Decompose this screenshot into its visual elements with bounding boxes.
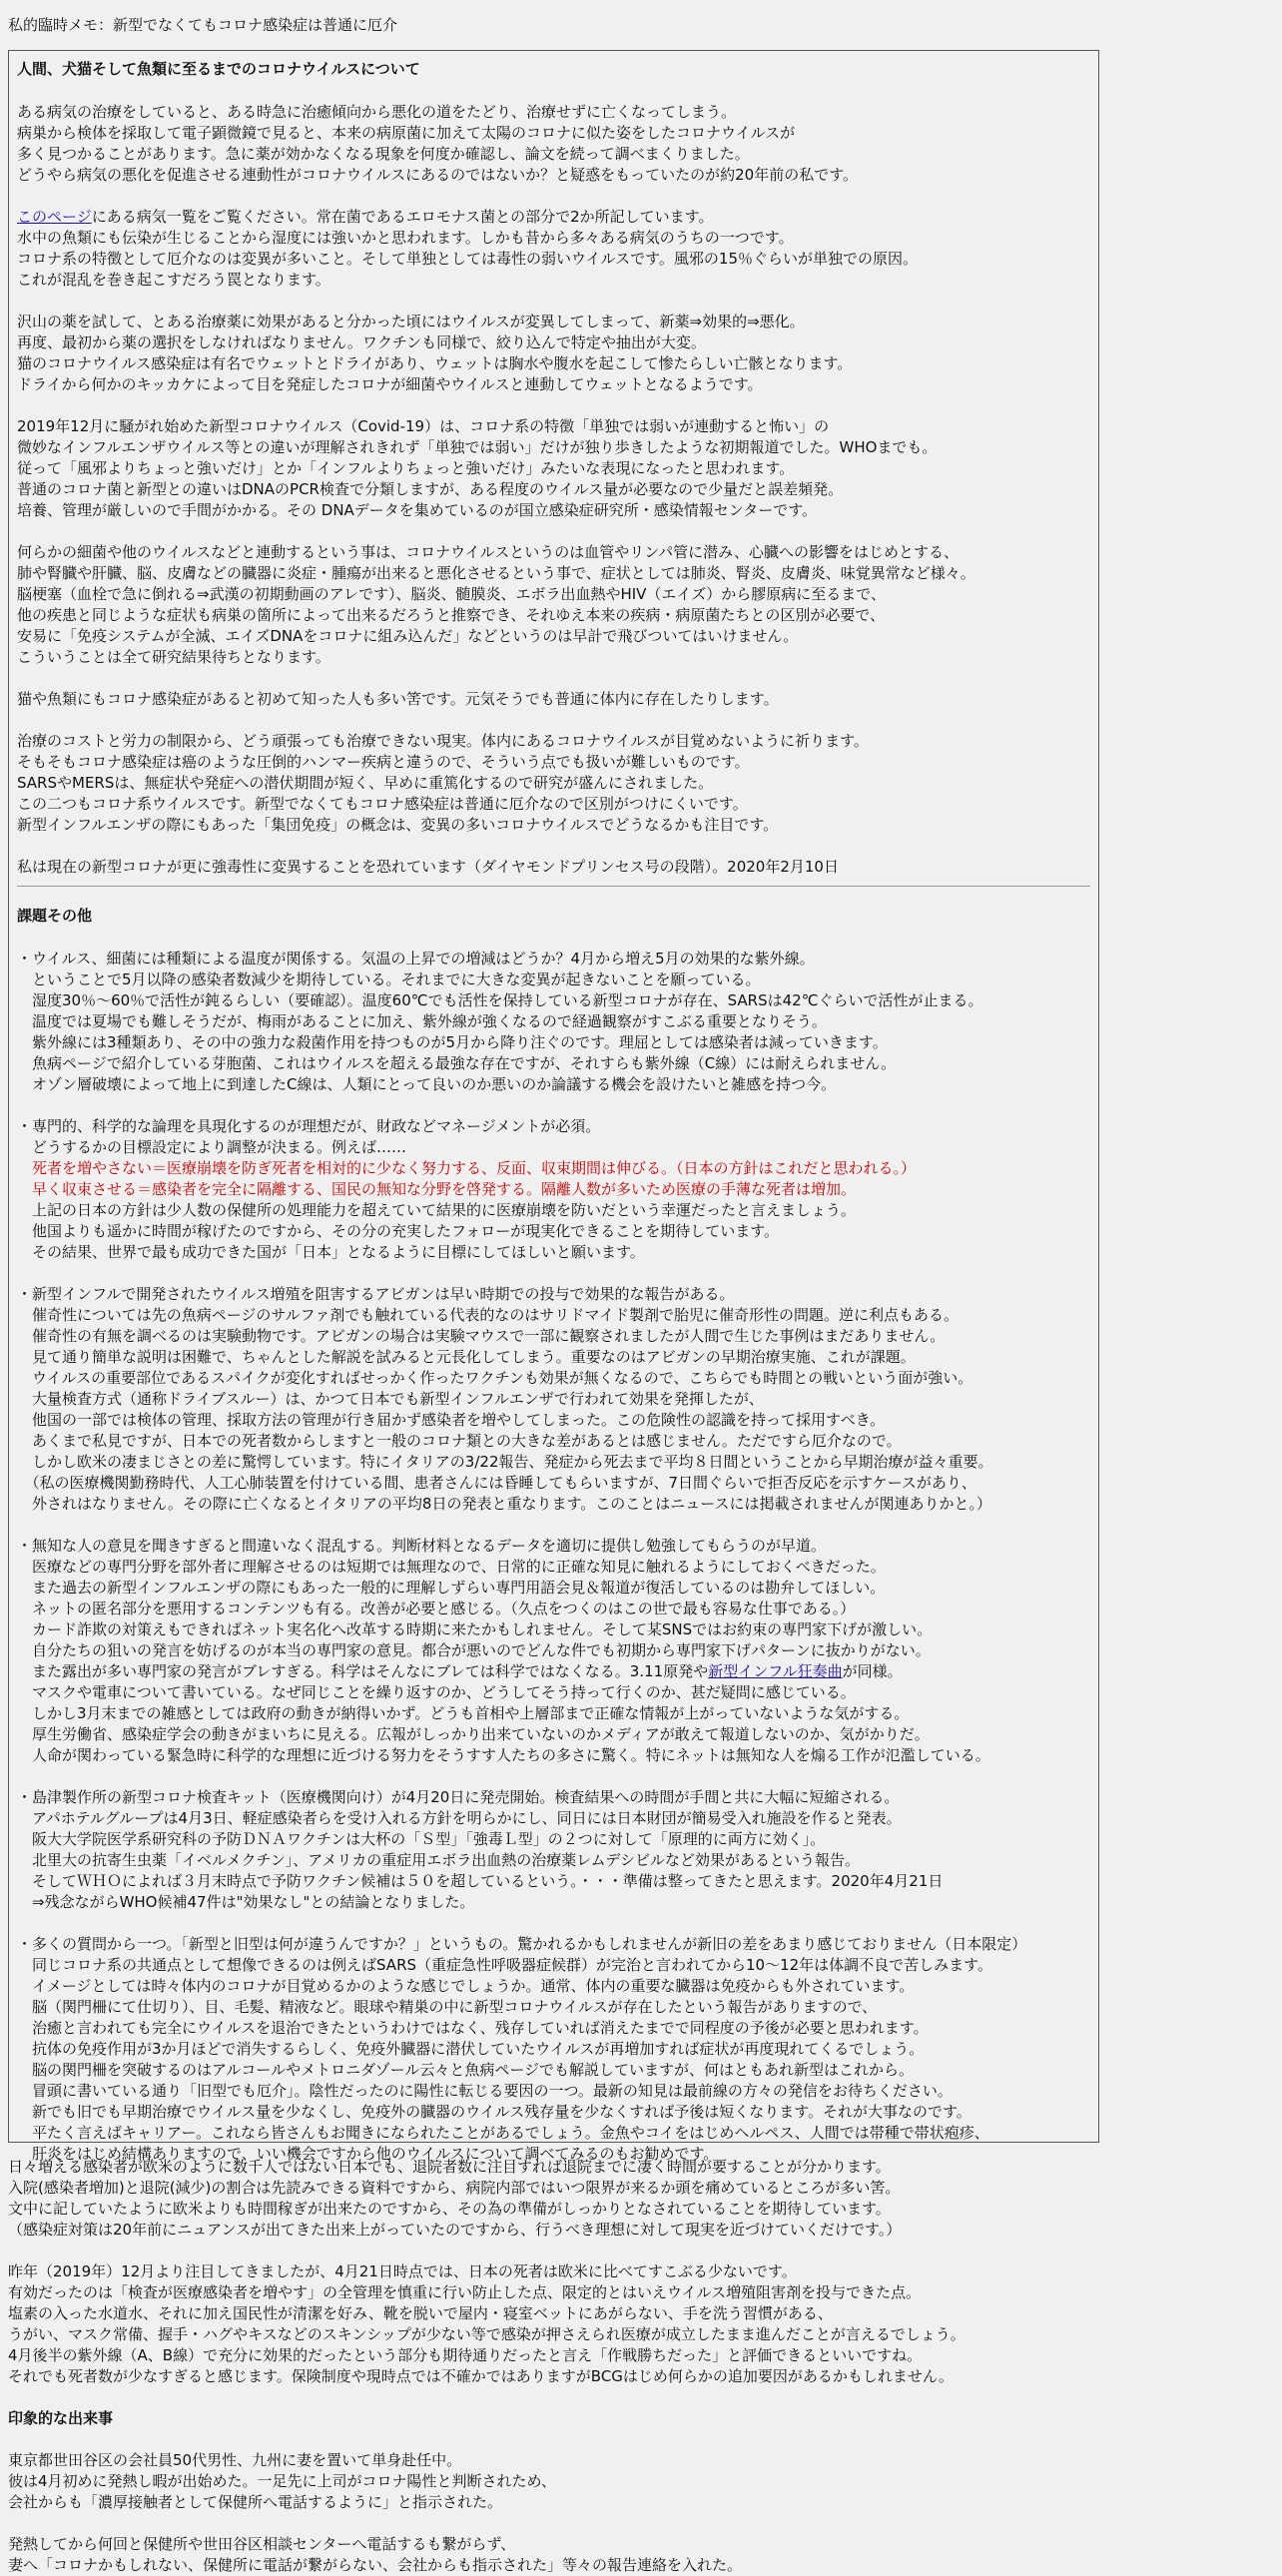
text-fragment: また露出が多い専門家の発言がブレすぎる。科学はそんなにブレては科学ではなくなる。3.11原発や bbox=[17, 1662, 709, 1680]
paragraph-intro bbox=[17, 102, 1090, 186]
text-line: どうするかの目標設定により調整が決まる。例えば…… bbox=[17, 1138, 407, 1156]
text-line: ⇒残念ながらWHO候補47件は"効果なし"との結論となりました。 bbox=[17, 1893, 475, 1911]
text-line: ・無知な人の意見を聞きすぎると間違いなく混乱する。判断材料となるデータを適切に提供し勉強してもらうのが早道。 bbox=[17, 1537, 827, 1555]
paragraph-disease-list bbox=[17, 207, 1090, 291]
text-line: 会社からも「濃厚接触者として保健所へ電話するように」と指示された。 bbox=[8, 2493, 503, 2511]
text-line: 他国の一部では検体の管理、採取方法の管理が行き届かず感染者を増やしてしまった。この危険性の認識を持って採用すべき。 bbox=[17, 1411, 886, 1429]
text-line: 新でも旧でも早期治療でウイルス量を少なくし、免疫外の臓器のウイルス残存量を少なくすれば予後は短くなります。それが大事なのです。 bbox=[17, 2103, 971, 2121]
text-line: 脳（関門柵にて仕切り）、目、毛髪、精液など。眼球や精巣の中に新型コロナウイルスが存在したという報告がありますので、 bbox=[17, 1998, 878, 2016]
text-line: 従って「風邪よりちょっと強いだけ」とか「インフルよりちょっと強いだけ」みたいな表現になったと思われます。 bbox=[17, 459, 795, 477]
text-line: 文中に記していたように欧米よりも時間稼ぎが出来たのですから、その為の準備がしっかりとなされていることを期待しています。 bbox=[8, 2200, 891, 2218]
text-line: 厚生労働省、感染症学会の動きがまいちに見える。広報がしっかり出来ていないのかメディアが敢えて報道しないのか、気がかりだ。 bbox=[17, 1725, 930, 1743]
text-line bbox=[17, 207, 1090, 228]
text-line: 治療のコストと労力の制限から、どう頑張っても治療できない現実。体内にあるコロナウイルスが目覚めないように祈ります。 bbox=[17, 732, 869, 750]
text-line: 阪大大学院医学系研究科の予防ＤＮＡワクチンは大杯の「Ｓ型」「強毒Ｌ型」の２つに対して「原理的に両方に効く」。 bbox=[17, 1830, 826, 1848]
text-line: オゾン層破壊によって地上に到達したC線は、人類にとって良いのか悪いのか論議する機会を設けたいと雑感を持つ今。 bbox=[17, 1075, 837, 1093]
text-line: 有効だったのは「検査が医療感染者を増やす」の全管理を慎重に行い防止した点、限定的とはいえウイルス増殖阻害剤を投与できた点。 bbox=[8, 2283, 922, 2301]
text-line: 治癒と言われても完全にウイルスを退治できたというわけではなく、残存していれば消えたまでで同程度の予後が必要と思われます。 bbox=[17, 2019, 929, 2037]
text-line: 猫や魚類にもコロナ感染症があると初めて知った人も多い筈です。元気そうでも普通に体内に存在したりします。 bbox=[17, 690, 779, 708]
text-line: そしてＷＨＯによれば３月末時点で予防ワクチン候補は５０を超しているという。・・・準備は整ってきたと思えます。2020年4月21日 bbox=[17, 1872, 944, 1890]
text-line: 紫外線には3種類あり、その中の強力な殺菌作用を持つものが5月から降り注ぐのです。理屈としては感染者は減っていきます。 bbox=[17, 1033, 888, 1051]
text-line: ・専門的、科学的な論理を具現化するのが理想だが、財政などマネージメントが必須。 bbox=[17, 1117, 601, 1135]
text-line: 肺や腎臓や肝臓、脳、皮膚などの臓器に炎症・腫瘍が出来ると悪化させるという事で、症状としては肺炎、腎炎、皮膚炎、味覚異常など様々。 bbox=[17, 564, 975, 582]
paragraph-symptoms bbox=[17, 542, 1090, 668]
text-line: 他国よりも遥かに時間が稼げたのですから、その分の充実したフォローが現実化できることを期待しています。 bbox=[17, 1222, 780, 1240]
text-line: 見て通り簡単な説明は困難で、ちゃんとした解説を試みると元長化してしまう。重要なのはアビガンの早期治療実施、これが課題。 bbox=[17, 1348, 916, 1366]
text-line: 彼は4月初めに発熱し暇が出始めた。一足先に上司がコロナ陽性と判断されため、 bbox=[8, 2472, 556, 2490]
text-line: 平たく言えばキャリアー。これなら皆さんもお聞きになられたことがあるでしょう。金魚やコイをはじめヘルペス、人間では帯種で帯状疱疹、 bbox=[17, 2124, 989, 2142]
text-line: 冒頭に書いている通り「旧型でも厄介」。陰性だったのに陽性に転じる要因の一つ。最新の知見は最前線の方々の発信をお待ちください。 bbox=[17, 2082, 953, 2100]
text-line: ・新型インフルで開発されたウイルス増殖を阻害するアビガンは早い時期での投与で効果的な報告がある。 bbox=[17, 1285, 735, 1303]
text-line: 湿度30％～60％で活性が鈍るらしい（要確認）。温度60℃でも活性を保持している新型コロナが存在、SARSは42℃ぐらいで活性が止まる。 bbox=[17, 991, 983, 1009]
text-line: 病巣から検体を採取して電子顕微鏡で見ると、本来の病原菌に加えて太陽のコロナに似た姿をしたコロナウイルスが bbox=[17, 124, 796, 142]
text-line: 同じコロナ系の共通点として想像できるのは例えばSARS（重症急性呼吸器症候群）が完治と言われてから10～12年は体調不良で苦しみます。 bbox=[17, 1956, 992, 1974]
paragraph-japan-deaths bbox=[8, 2261, 1276, 2387]
after-box-content bbox=[8, 2157, 1276, 2576]
text-line: 安易に「免疫システムが全滅、エイズDNAをコロナに組み込んだ」などというのは早計で飛びついてはいけません。 bbox=[17, 627, 799, 645]
text-line: 発熱してから何回と保健所や世田谷区相談センターへ電話するも繋がらず、 bbox=[8, 2535, 516, 2553]
text-line: 新型インフルエンザの際にもあった「集団免疫」の概念は、変異の多いコロナウイルスでどうなるかも注目です。 bbox=[17, 816, 779, 834]
text-line: こういうことは全て研究結果待ちとなります。 bbox=[17, 648, 330, 666]
paragraph-event-calls bbox=[8, 2534, 1276, 2576]
text-line: 沢山の薬を試して、とある治療薬に効果があると分かった頃にはウイルスが変異してしまって、新薬⇒効果的⇒悪化。 bbox=[17, 313, 805, 330]
text-line: しかし3月末までの雑感としては政府の動きが納得いかず。どうも首相や上層部まで正確な情報が上がっていないような気がする。 bbox=[17, 1704, 910, 1722]
text-line: 温度では夏場でも難しそうだが、梅雨があることに加え、紫外線が強くなるので経過観察がすこぶる重要となりそう。 bbox=[17, 1012, 827, 1030]
text-line: また過去の新型インフルエンザの際にもあった一般的に理解しずらい専門用語会見＆報道が復活しているのは勘弁してほしい。 bbox=[17, 1579, 886, 1597]
text-line: ネットの匿名部分を悪用するコンテンツも有る。改善が必要と感じる。（久点をつくのはこの世で最も容易な仕事である。） bbox=[17, 1600, 856, 1617]
text-line: 肝炎をはじめ結構ありますので、いい機会ですから他のウイルスについて調べてみるのもお勧めです。 bbox=[17, 2145, 719, 2163]
text-line: 培養、管理が厳しいので手間がかかる。その DNAデータを集めているのが国立感染症研究所・感染情報センターです。 bbox=[17, 501, 818, 519]
text-line: SARSやMERSは、無症状や発症への潜伏期間が短く、早めに重篤化するので研究が盛んにされました。 bbox=[17, 774, 714, 792]
text-line: 日々増える感染者が欧米のように数千人ではない日本でも、退院者数に注目すれば退院までに凄く時間が要することが分かります。 bbox=[8, 2158, 891, 2176]
text-line: 普通のコロナ菌と新型との違いはDNAのPCR検査で分類しますが、ある程度のウイルス量が必要なので少量だと誤差頻発。 bbox=[17, 480, 844, 498]
text-line: 医療などの専門分野を部外者に理解させるのは短期では無理なので、日常的に正確な知見に触れるようにしておくべきだった。 bbox=[17, 1558, 886, 1576]
text-line: 微妙なインフルエンザウイルス等との違いが理解されきれず「単独では弱い」だけが独り歩きしたような初期報道でした。WHOまでも。 bbox=[17, 438, 938, 456]
text-line: 外されはなりません。その際に亡くなるとイタリアの平均8日の発表と重なります。このことはニュースには掲載されませんが関連ありかと。） bbox=[17, 1495, 992, 1513]
text-line: その結果、世界で最も成功できた国が「日本」となるように目標にしてほしいと願います。 bbox=[17, 1243, 645, 1261]
section-heading-issues: 課題その他 bbox=[17, 907, 93, 925]
text-line: ドライから何かのキッカケによって目を発症したコロナが細菌やウイルスと連動してウェットとなるようです。 bbox=[17, 375, 763, 393]
text-fragment: にある病気一覧をご覧ください。常在菌であるエロモナス菌との部分で2か所記しています。 bbox=[91, 208, 714, 226]
text-line: 自分たちの狙いの発言を妨げるのが本当の専門家の意見。都合が悪いのでどんな件でも初期から専門家下げパターンに抜かりがない。 bbox=[17, 1641, 931, 1659]
text-line: （感染症対策は20年前にニュアンスが出てきた出来上がっていたのですから、行うべき理想に対して現実を近づけていくだけです。） bbox=[8, 2221, 902, 2239]
text-line: ・ウイルス、細菌には種類による温度が関係する。気温の上昇での増減はどうか？4月から増え5月の効果的な紫外線。 bbox=[17, 950, 815, 967]
section-heading: 人間、犬猫そして魚類に至るまでのコロナウイルスについて bbox=[17, 60, 420, 78]
text-line: あくまで私見ですが、日本での死者数からしますと一般のコロナ類との大きな差があるとは感じません。ただですら厄介なので。 bbox=[17, 1432, 902, 1450]
text-line: 上記の日本の方針は少人数の保健所の処理能力を超えていて結果的に医療崩壊を防いだという幸運だったと言えましょう。 bbox=[17, 1201, 857, 1219]
memo-box bbox=[8, 50, 1099, 2163]
text-line: ということで5月以降の感染者数減少を期待している。それまでに大きな変異が起きないことを願っている。 bbox=[17, 970, 761, 988]
text-line: （私の医療機関勤務時代、人工心肺装置を付けている間、患者さんには昏睡してもらいますが、7日間ぐらいで拒否反応を示すケースがあり、 bbox=[17, 1474, 976, 1492]
text-line: 脳の関門柵を突破するのはアルコールやメトロニダゾール云々と魚病ページでも解説していますが、何はともあれ新型はこれから。 bbox=[17, 2061, 915, 2079]
text-line: 妻へ「コロナかもしれない、保健所に電話が繋がらない、会社からも指示された」等々の報告連絡を入れた。 bbox=[8, 2556, 743, 2574]
text-line: 催奇性の有無を調べるのは実験動物です。アビガンの場合は実験マウスで一部に観察されましたが人間で生じた事例はまだありません。 bbox=[17, 1327, 946, 1345]
text-line: 脳梗塞（血栓で急に倒れる⇒武漢の初期動画のアレです）、脳炎、髄膜炎、エボラ出血熱やHIV（エイズ）から膠原病に至るまで、 bbox=[17, 585, 886, 603]
text-line: 他の疾患と同じような症状も病巣の箇所によって出来るだろうと推察でき、それゆえ本来の疾病・病原菌たちとの区別が必要で、 bbox=[17, 606, 886, 624]
page-title: 私的臨時メモ：新型でなくてもコロナ感染症は普通に厄介 bbox=[8, 16, 398, 34]
paragraph-discharge bbox=[8, 2157, 1276, 2241]
bullet-information bbox=[17, 1536, 1090, 1766]
text-line: 昨年（2019年）12月より注目してきましたが、4月21日時点では、日本の死者は欧米に比べてすこぶる少ないです。 bbox=[8, 2262, 797, 2280]
text-line: うがい、マスク常備、握手・ハグやキスなどのスキンシップが少ない等で感染が押さえられ医療が成立したまま進んだことが言えるでしょう。 bbox=[8, 2325, 965, 2343]
this-page-link[interactable]: このページ bbox=[17, 208, 92, 226]
text-line: ウイルスの重要部位であるスパイクが変化すればせっかく作ったワクチンも効果が無くなるので、こちらでも時間との戦いという面が強い。 bbox=[17, 1369, 973, 1387]
section-heading-events: 印象的な出来事 bbox=[8, 2409, 114, 2427]
text-line: 私は現在の新型コロナが更に強毒性に変異することを恐れています（ダイヤモンドプリンセス号の段階）。2020年2月10日 bbox=[17, 858, 839, 876]
text-line: 再度、最初から薬の選択をしなければなりません。ワクチンも同様で、絞り込んで特定や抽出が大変。 bbox=[17, 333, 706, 351]
text-line: しかし欧米の凄まじさとの差に驚愕しています。特にイタリアの3/22報告、発症から死去まで平均８日間ということから早期治療が益々重要。 bbox=[17, 1453, 993, 1471]
paragraph-event-case bbox=[8, 2450, 1276, 2513]
text-fragment: が同様。 bbox=[842, 1662, 903, 1680]
text-line: 北里大の抗寄生虫薬「イベルメクチン」、アメリカの重症用エボラ出血熱の治療薬レムデシビルなど効果があるという報告。 bbox=[17, 1851, 861, 1869]
text-line: 多く見つかることがあります。急に薬が効かなくなる現象を何度か確認し、論文を続って調べまくりました。 bbox=[17, 145, 750, 163]
paragraph-cats-fish bbox=[17, 689, 1090, 710]
paragraph-mutation bbox=[17, 312, 1090, 395]
text-line: ・多くの質問から一つ。「新型と旧型は何が違うんですか？」というもの。驚かれるかもしれませんが新旧の差をあまり感じておりません（日本限定） bbox=[17, 1935, 1027, 1953]
text-line: アパホテルグループは4月3日、軽症感染者らを受け入れる方針を明らかにし、同日には日本財団が簡易受入れ施設を作ると発表。 bbox=[17, 1809, 902, 1827]
text-line: この二つもコロナ系ウイルスです。新型でなくてもコロナ感染症は普通に厄介なので区別がつけにくいです。 bbox=[17, 795, 748, 813]
text-line: イメージとしては時々体内のコロナが目覚めるかのような感じでしょうか。通常、体内の重要な臓器は免疫からも外されています。 bbox=[17, 1977, 915, 1995]
paragraph-date-note bbox=[17, 857, 1090, 878]
text-line: 猫のコロナウイルス感染症は有名でウェットとドライがあり、ウェットは胸水や腹水を起こして惨たらしい亡骸となります。 bbox=[17, 354, 853, 372]
bullet-test-kits bbox=[17, 1787, 1090, 1913]
text-line bbox=[17, 1661, 1090, 1682]
text-line: 入院(感染者増加)と退院(減少)の割合は先読みできる資料ですから、病院内部ではいつ限界が来るか頭を痛めているところが多い筈。 bbox=[8, 2179, 901, 2197]
text-line: 人命が関わっている緊急時に科学的な理想に近づける努力をそうすす人たちの多さに驚く。特にネットは無知な人を煽る工作が氾濫している。 bbox=[17, 1746, 990, 1764]
text-line-highlight: 早く収束させる＝感染者を完全に隔離する、国民の無知な分野を啓発する。隔離人数が多いため医療の手薄な死者は増加。 bbox=[17, 1180, 857, 1198]
text-line: 催奇性については先の魚病ページのサルファ剤でも触れている代表的なのはサリドマイド製剤で胎児に催奇形性の問題。逆に利点もある。 bbox=[17, 1306, 960, 1324]
text-line: 水中の魚類にも伝染が生じることから湿度には強いかと思われます。しかも昔から多々ある病気のうちの一つです。 bbox=[17, 229, 794, 247]
text-line: マスクや電車について書いている。なぜ同じことを繰り返すのか、どうしてそう持って行くのか、甚だ疑問に感じている。 bbox=[17, 1683, 856, 1701]
text-line: ・島津製作所の新型コロナ検査キット（医療機関向け）が4月20日に発売開始。検査結果への時間が手間と共に大幅に短縮される。 bbox=[17, 1788, 900, 1806]
text-line: 抗体の免疫作用が3か月ほどで消失するらしく、免疫外臓器に潜伏していたウイルスが再増加すれば症状が再度現れてくるでしょう。 bbox=[17, 2040, 925, 2058]
bullet-avigan bbox=[17, 1284, 1090, 1515]
text-line: ある病気の治療をしていると、ある時急に治癒傾向から悪化の道をたどり、治療せずに亡くなってしまう。 bbox=[17, 103, 737, 121]
bullet-management bbox=[17, 1116, 1090, 1263]
text-line: 4月後半の紫外線（A、B線）で充分に効果的だったという部分も期待通りだったと言え「作戦勝ちだった」と評価できるといいですね。 bbox=[8, 2346, 923, 2364]
text-line: 2019年12月に騒がれ始めた新型コロナウイルス（Covid-19）は、コロナ系の特徴「単独では弱いが連動すると怖い」の bbox=[17, 417, 830, 435]
text-line: これが混乱を巻き起こすだろう罠となります。 bbox=[17, 271, 330, 289]
paragraph-treatment bbox=[17, 731, 1090, 836]
text-line: 大量検査方式（通称ドライブスルー）は、かつて日本でも新型インフルエンザで行われて効果を発揮したが、 bbox=[17, 1390, 764, 1408]
text-line: カード詐欺の対策えもできればネット実名化へ改革する時期に来たかもしれません。そして某SNSではお約束の専門家下げが激しい。 bbox=[17, 1620, 933, 1638]
paragraph-covid19 bbox=[17, 416, 1090, 521]
text-line: どうやら病気の悪化を促進させる連動性がコロナウイルスにあるのではないか？と疑惑をもっていたのが約20年前の私です。 bbox=[17, 166, 858, 184]
text-line: 塩素の入った水道水、それに加え国民性が清潔を好み、靴を脱いで屋内・寝室ベットにあがらない、手を洗う習慣がある、 bbox=[8, 2304, 833, 2322]
text-line: 何らかの細菌や他のウイルスなどと連動するという事は、コロナウイルスというのは血管やリンパ管に潜み、心臓への影響をはじめとする、 bbox=[17, 543, 960, 561]
bullet-uv bbox=[17, 949, 1090, 1095]
text-line-highlight: 死者を増やさない＝医療崩壊を防ぎ死者を相対的に少なく努力する、反面、収束期間は伸びる。（日本の方針はこれだと思われる。） bbox=[17, 1159, 917, 1177]
text-line: 東京都世田谷区の会社員50代男性、九州に妻を置いて単身赴任中。 bbox=[8, 2451, 462, 2469]
divider bbox=[17, 886, 1090, 887]
text-line: それでも死者数が少なすぎると感じます。保険制度や現時点では不確かではありますがBCGはじめ何らかの追加要因があるかもしれません。 bbox=[8, 2367, 954, 2385]
text-line: 魚病ページで紹介している芽胞菌、これはウイルスを超える最強な存在ですが、それすらも紫外線（C線）には耐えられません。 bbox=[17, 1054, 897, 1072]
influenza-page-link[interactable]: 新型インフル狂奏曲 bbox=[708, 1662, 843, 1680]
text-line: そもそもコロナ感染症は癌のような圧倒的ハンマー疾病と違うので、そういう点でも扱いが難しいものです。 bbox=[17, 753, 750, 771]
text-line: コロナ系の特徴として厄介なのは変異が多いこと。そして単独としては毒性の弱いウイルスです。風邪の15％ぐらいが単独での原因。 bbox=[17, 250, 918, 268]
bullet-new-vs-old bbox=[17, 1934, 1090, 2165]
